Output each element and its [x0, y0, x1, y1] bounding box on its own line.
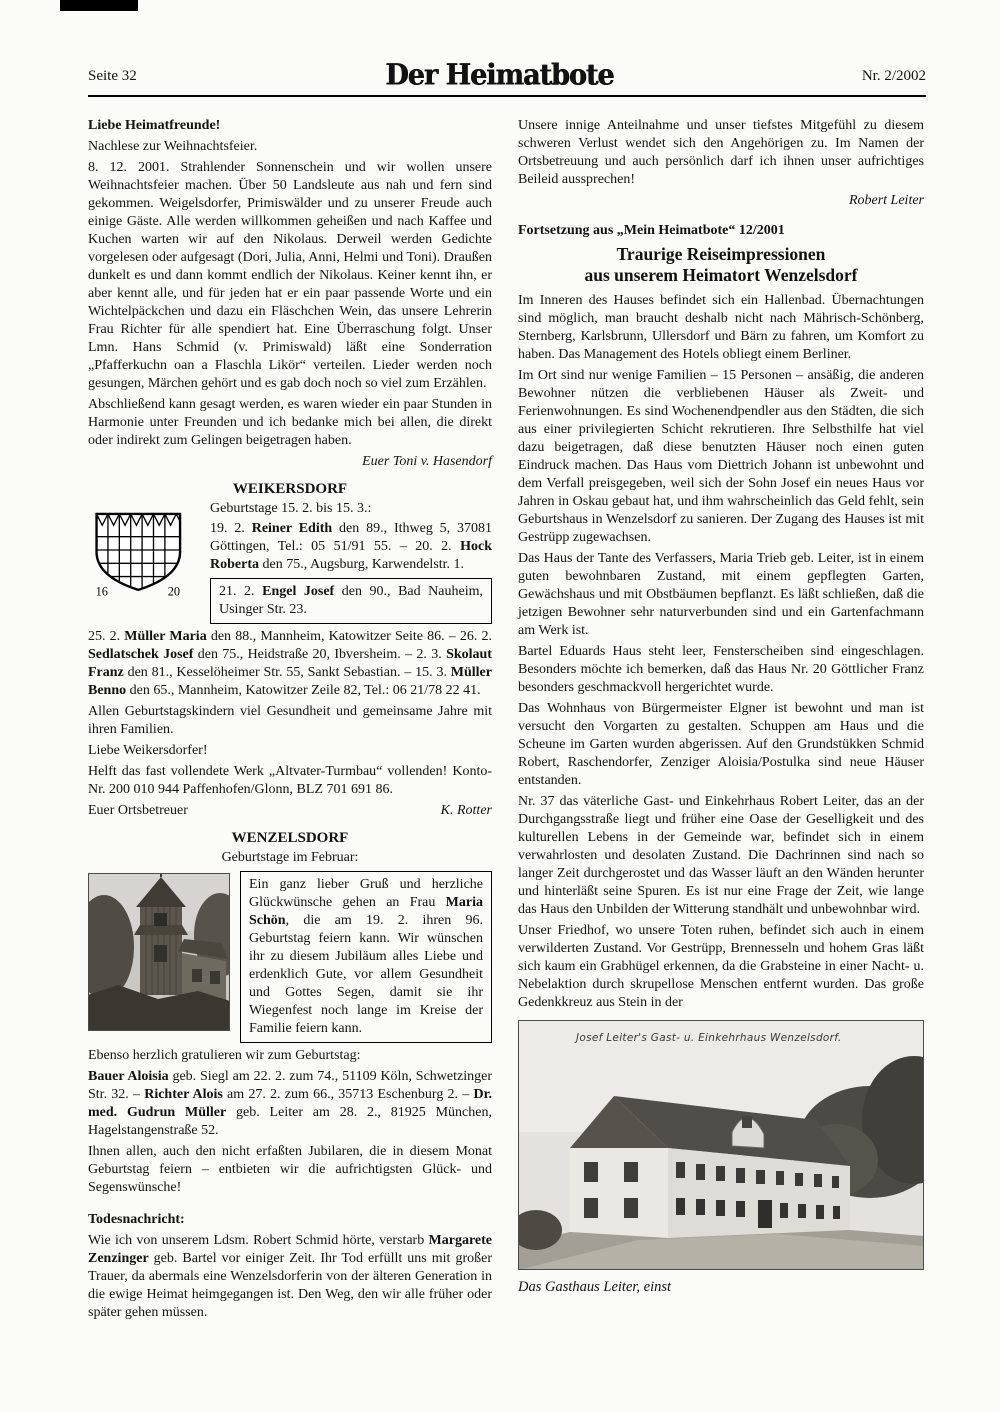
heimatfreunde-signature: Euer Toni v. Hasendorf	[362, 454, 492, 469]
weikersdorf-signature-row	[88, 802, 492, 820]
photo-inscription: Josef Leiter's Gast- u. Einkehrhaus Wenzelsdorf.	[576, 1032, 842, 1044]
weikersdorf-heading: WEIKERSDORF	[232, 481, 348, 497]
heimatfreunde-paragraph: Abschließend kann gesagt werden, es waren wieder ein paar Stunden in Harmonie unter Freunden und ich bedanke mich bei allen, die direkt oder indirekt zum Gelingen beigetragen haben.	[88, 397, 492, 448]
weikersdorf-birthdays	[88, 500, 492, 628]
heimatfreunde-subheading: Nachlese zur Weihnachtsfeier.	[88, 139, 258, 154]
obituary-heading: Todesnachricht:	[88, 1212, 185, 1227]
continuation-note: Fortsetzung aus „Mein Heimatbote“ 12/2001	[518, 223, 785, 238]
article-paragraph: Nr. 37 das väterliche Gast- und Einkehrhaus Robert Leiter, das an der Durchgangsstraße liegt und früher eine Oase der Geselligkeit und des kulturellen Lebens in der Gemeinde war, befindet sich in einem verwahrlosten und desolaten Zustand. Die Dachrinnen sind nach so langer Zeit durchgerostet und das Wasser läuft an den Wänden herunter und hinterläßt seine Spuren. Es ist nur eine Frage der Zeit, wie lange das Haus den Unbilden der Witterung standhält und unbewohnbar wird.	[518, 794, 924, 917]
article-paragraph: Im Inneren des Hauses befindet sich ein Hallenbad. Übernachtungen sind möglich, man braucht deshalb nicht nach Mährisch-Schönberg, Sternberg, Karlsbrunn, Ullersdorf und Bärn zu fahren, um Komfort zu haben. Das Management des Hotels obliegt einem Berliner.	[518, 293, 924, 362]
weikersdorf-appeal: Helft das fast vollendete Werk „Altvater-Turmbau“ vollenden! Konto-Nr. 200 010 944 Paffenhofen/Glonn, BLZ 701 691 86.	[88, 764, 492, 797]
weikersdorf-crest-graphic	[88, 502, 200, 598]
church-photo	[88, 873, 230, 1031]
wenzelsdorf-wishes: Ihnen allen, auch den nicht erfaßten Jubilaren, die in diesem Monat Geburtstag feiern – entbieten wir die aufrichtigsten Glück- und Segenswünsche!	[88, 1144, 492, 1195]
wenzelsdorf-heading: WENZELSDORF	[231, 830, 349, 846]
issue-number: Nr. 2/2002	[861, 68, 926, 84]
weikersdorf-wishes: Allen Geburtstagskindern viel Gesundheit und gemeinsame Jahre mit ihren Familien.	[88, 704, 492, 737]
right-column	[518, 117, 924, 1325]
wenzelsdorf-birthday-block	[88, 871, 492, 1047]
article-paragraph: Bartel Eduards Haus steht leer, Fensterscheiben sind eingeschlagen. Besonders möchte ich bemerken, daß das Haus Nr. 20 Göttlicher Franz besonders geschmackvoll hergerichtet wurde.	[518, 644, 924, 695]
masthead-logo: Der Heimatbote	[385, 58, 614, 93]
article-title-line2: aus unserem Heimatort Wenzelsdorf	[584, 265, 858, 285]
wenzelsdorf-subheading: Geburtstage im Februar:	[221, 850, 359, 865]
crest-number-right: 20	[167, 584, 181, 598]
wenzelsdorf-birthday-entries: Bauer Aloisia geb. Siegl am 22. 2. zum 74., 51109 Köln, Schwetzinger Str. 32. – Richter Alois am 27. 2. zum 66., 35713 Eschenburg 2. – Dr. med. Gudrun Müller geb. Leiter am 28. 2., 81925 München, Hagelstangenstraße 52.	[88, 1069, 493, 1138]
left-column	[88, 117, 492, 1325]
condolence-paragraph: Unsere innige Anteilnahme und unser tiefstes Mitgefühl zu diesem schweren Verlust wendet sich den Angehörigen zu. Im Namen der Ortsbetreuung und auch persönlich darf ich ihnen unser aufrichtiges Beileid aussprechen!	[518, 118, 924, 187]
page-header	[0, 0, 1000, 93]
wenzelsdorf-congrats-intro: Ebenso herzlich gratulieren wir zum Geburtstag:	[88, 1048, 361, 1063]
signature-name: K. Rotter	[440, 803, 492, 818]
article-paragraph: Das Haus der Tante des Verfassers, Maria Trieb geb. Leiter, ist in einem guten bewohnbaren Zustand, mit einem gepflegten Garten, Gewächshaus und mit Obstbäumen bepflanzt. Es läßt schließen, daß die jetzigen Bewohner sehr naturverbunden sind und ein Gartenfachmann am Werk ist.	[518, 551, 924, 638]
heimatfreunde-heading: Liebe Heimatfreunde!	[88, 118, 221, 133]
weikersdorf-birthday-entries: 25. 2. Müller Maria den 88., Mannheim, Katowitzer Seite 86. – 26. 2. Sedlatschek Josef den 75., Heidstraße 20, Ibversheim. – 2. 3. Skolaut Franz den 81., Kesselöheimer Str. 55, Sankt Sebastian. – 15. 3. Müller Benno den 65., Mannheim, Katowitzer Zeile 82, Tel.: 06 21/78 22 41.	[88, 629, 493, 698]
article-paragraph: Unser Friedhof, wo unsere Toten ruhen, befindet sich auch in einem verwilderten Zustand. Vor Gestrüpp, Brennesseln und hohem Gras läßt sich kaum ein Grabhügel erkennen, da die Grabsteine in einer Nacht- u. Nebelaktion durch skrupellose Menschen entfernt wurden. Das große Gedenkkreuz aus Stein in der	[518, 923, 924, 1010]
crest-number-left: 16	[95, 584, 108, 598]
page-number: Seite 32	[88, 68, 137, 84]
weikersdorf-subheading: Geburtstage 15. 2. bis 15. 3.:	[210, 501, 372, 516]
weikersdorf-boxed-entry: 21. 2. Engel Josef den 90., Bad Nauheim, Usinger Str. 23.	[210, 578, 492, 624]
photo-caption: Das Gasthaus Leiter, einst	[518, 1279, 672, 1295]
gasthaus-figure	[518, 1020, 924, 1296]
two-column-body	[0, 97, 1000, 1325]
weikersdorf-appeal-heading: Liebe Weikersdorfer!	[88, 743, 208, 758]
heimatfreunde-paragraph: 8. 12. 2001. Strahlender Sonnenschein und wir wollen unsere Weihnachtsfeier machen. Über 50 Landsleute aus nah und fern sind gekommen. Weigelsdorfer, Primiswälder und zu unserer Freude auch einige Gäste. Alle werden willkommen geheißen und nach Kaffee und Kuchen warten wir auf den Nikolaus. Derweil werden Gedichte vorgelesen oder aufgesagt (Dori, Julia, Anni, Helmi und Toni). Draußen dunkelt es und dann kommt endlich der Nikolaus. Keiner kennt ihn, er aber kennt alle, und für jeden hat er ein paar passende Worte und ein Wichtelpäckchen und dazu ein Fläschchen Wein, das unsere Lehrerin Frau Richter für alle spendiert hat. Eine Überraschung folgt. Unser Lmn. Hans Schmid (v. Primiswald) läßt eine Sonderration „Pfafferkuchn oan a Flaschla Likör“ verteilen. Lieder werden noch gesungen, Märchen gehört und es gab doch noch so viel zum Erzählen.	[88, 160, 492, 391]
article-title-line1: Traurige Reiseimpressionen	[616, 244, 826, 264]
scan-artifact	[60, 0, 138, 11]
article-paragraph: Im Ort sind nur wenige Familien – 15 Personen – ansäßig, die anderen Bewohner nützen die verbliebenen Häuser als Zweit- und Ferienwohnungen. Es sind Wochenendpendler aus den Städten, die sich aus einer privilegierten Schicht rekrutieren. Ihre Selbsthilfe hat viel dazu beigetragen, daß diese benutzten Häuser noch einen guten Eindruck machen. Das Haus vom Diettrich Johann ist unbewohnt und dem Verfall preisgegeben, weil sich der Sohn Josef ein neues Haus vor Jahren in Oskau gebaut hat, und ihm wahrscheinlich das Geld fehlt, sein Geburtshaus in Wenzelsdorf zu sanieren. Der Zugang des Hauses ist mit Gestrüpp zugewachsen.	[518, 368, 924, 545]
signature-role: Euer Ortsbetreuer	[88, 803, 188, 818]
gasthaus-photo	[518, 1020, 924, 1270]
wenzelsdorf-boxed-greeting: Ein ganz lieber Gruß und herzliche Glückwünsche gehen an Frau Maria Schön, die am 19. 2. ihren 96. Geburtstag feiern kann. Wir wünschen ihr zu diesem Jubiläum alles Liebe und erdenklich Gute, vor allem Gesundheit und Gottes Segen, damit sie ihr Wiegenfest noch lange im Kreise der Familie feiern kann.	[240, 871, 492, 1043]
weikersdorf-birthday-entries: 19. 2. Reiner Edith den 89., Ithweg 5, 37081 Göttingen, Tel.: 05 51/91 55. – 20. 2. Hock Roberta den 75., Augsburg, Karwendelstr. 1.	[210, 521, 493, 572]
condolence-signature: Robert Leiter	[848, 193, 924, 208]
obituary-paragraph: Wie ich von unserem Ldsm. Robert Schmid hörte, verstarb Margarete Zenzinger geb. Bartel vor einiger Zeit. Ihr Tod erfüllt uns mit großer Trauer, da abermals eine Wenzelsdorferin von der älteren Generation in die ewige Heimat heimgegangen ist. Den Weg, den wir alle früher oder später gehen müssen.	[88, 1233, 492, 1320]
article-paragraph: Das Wohnhaus von Bürgermeister Elgner ist bewohnt und man ist versucht den Vorgarten zu gestalten. Schuppen am Haus und die Scheune im Garten wurden abgerissen. Auf den Grundstükken Schmid Robert, Raschendorfer, Zenziger Aloisia/Postulka sind neue Häuser entstanden.	[518, 701, 924, 788]
